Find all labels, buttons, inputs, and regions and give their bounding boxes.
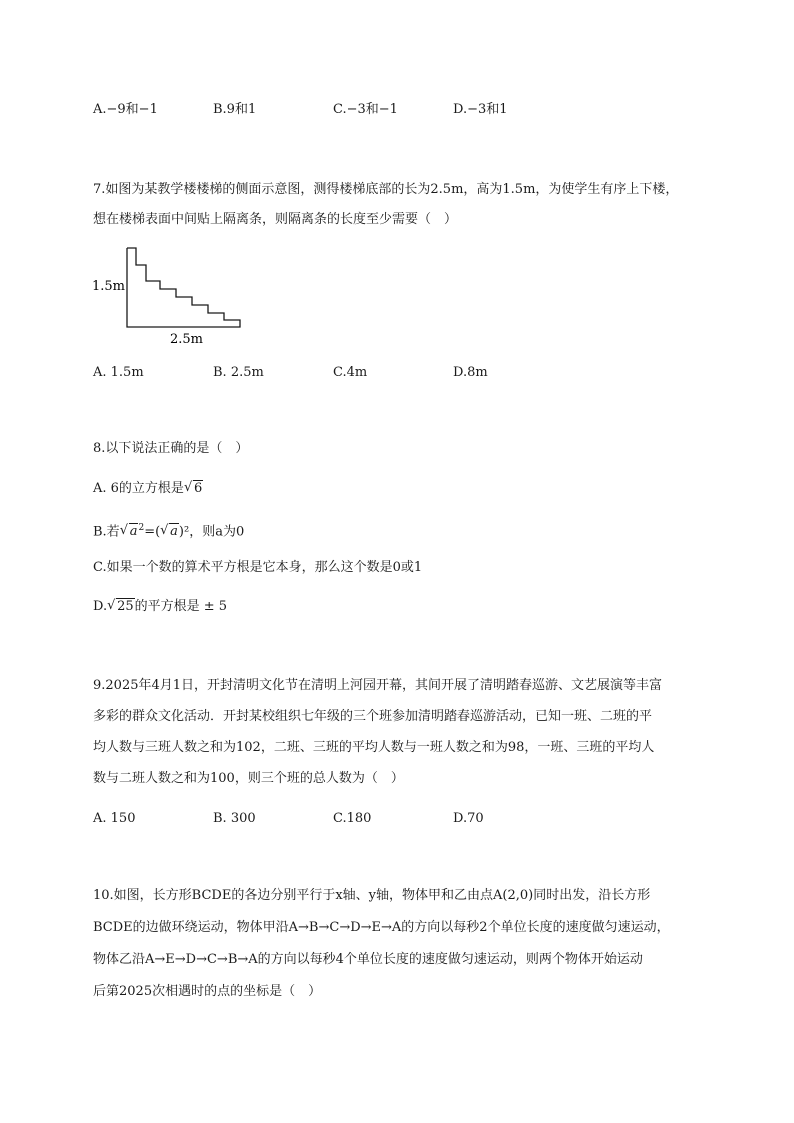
q6-option-b: B.9和1 — [213, 102, 257, 117]
q10-stem-line4: 后第2025次相遇时的点的坐标是（ ） — [93, 984, 322, 999]
q7-option-a: A. 1.5m — [93, 365, 144, 380]
q10-stem-line1: 10.如图，长方形BCDE的各边分别平行于x轴、y轴，物体甲和乙由点A(2,0)同时出发，沿长方形 — [93, 888, 651, 903]
q8-option-a — [93, 480, 203, 498]
width-label: 2.5m — [170, 332, 204, 347]
q9-stem-line2: 多彩的群众文化活动．开封某校组织七年级的三个班参加清明踏春巡游活动，已知一班、二班的平 — [93, 709, 653, 724]
q7-option-d: D.8m — [453, 365, 488, 380]
q8-option-b-prefix: B.若 — [93, 524, 120, 540]
q8-option-a-text: A. 6的立方根是 — [93, 481, 184, 496]
q8-option-b-mid: =( — [144, 524, 161, 540]
q6-option-a: A.−9和−1 — [93, 102, 158, 117]
q9-stem-line4: 数与二班人数之和为100，则三个班的总人数为（ ） — [93, 771, 404, 786]
q8-option-d-prefix: D. — [93, 599, 108, 614]
q9-option-d: D.70 — [453, 811, 484, 826]
q9-stem-line1: 9.2025年4月1日，开封清明文化节在清明上河园开幕，其间开展了清明踏春巡游、文艺展演等丰富 — [93, 678, 663, 693]
q8-option-d-suffix: 的平方根是 ± 5 — [134, 599, 228, 614]
q7-option-b: B. 2.5m — [213, 365, 264, 380]
q10-stem-line3: 物体乙沿A→E→D→C→B→A的方向以每秒4个单位长度的速度做匀速运动，则两个物体开始运动 — [93, 952, 643, 967]
q8-option-d — [93, 598, 227, 616]
height-label: 1.5m — [92, 279, 126, 294]
staircase-figure — [90, 243, 250, 348]
q6-option-d: D.−3和1 — [453, 102, 508, 117]
q10-stem-line2: BCDE的边做环绕运动，物体甲沿A→B→C→D→E→A的方向以每秒2个单位长度的速度做匀速运动， — [93, 920, 670, 935]
q9-option-b: B. 300 — [213, 811, 256, 826]
q9-stem-line3: 均人数与三班人数之和为102，二班、三班的平均人数与一班人数之和为98，一班、三班的平均人 — [93, 740, 655, 755]
q9-option-c: C.180 — [333, 811, 372, 826]
q8-option-b-suffix: )²，则a为0 — [178, 524, 245, 540]
q7-stem-line1: 7.如图为某教学楼楼梯的侧面示意图，测得楼梯底部的长为2.5m，高为1.5m，为使学生有序上下楼， — [93, 182, 679, 197]
sqrt-symbol: √ 25 — [107, 598, 135, 616]
q6-option-c: C.−3和−1 — [333, 102, 398, 117]
q8-stem: 8.以下说法正确的是（ ） — [93, 441, 249, 456]
q8-option-c: C.如果一个数的算术平方根是它本身，那么这个数是0或1 — [93, 560, 423, 575]
q9-option-a: A. 150 — [93, 811, 136, 826]
q8-option-b: B.若√ $a^2=(√$ a)²，则a为0 — [93, 519, 244, 541]
q7-option-c: C.4m — [333, 365, 368, 380]
staircase-outline — [127, 248, 240, 327]
sqrt-symbol: √ 6 — [184, 480, 203, 498]
sqrt-symbol: √ a — [160, 523, 179, 541]
q7-stem-line2: 想在楼梯表面中间贴上隔离条，则隔离条的长度至少需要（ ） — [93, 212, 458, 227]
sqrt-symbol: √ a — [120, 523, 139, 541]
